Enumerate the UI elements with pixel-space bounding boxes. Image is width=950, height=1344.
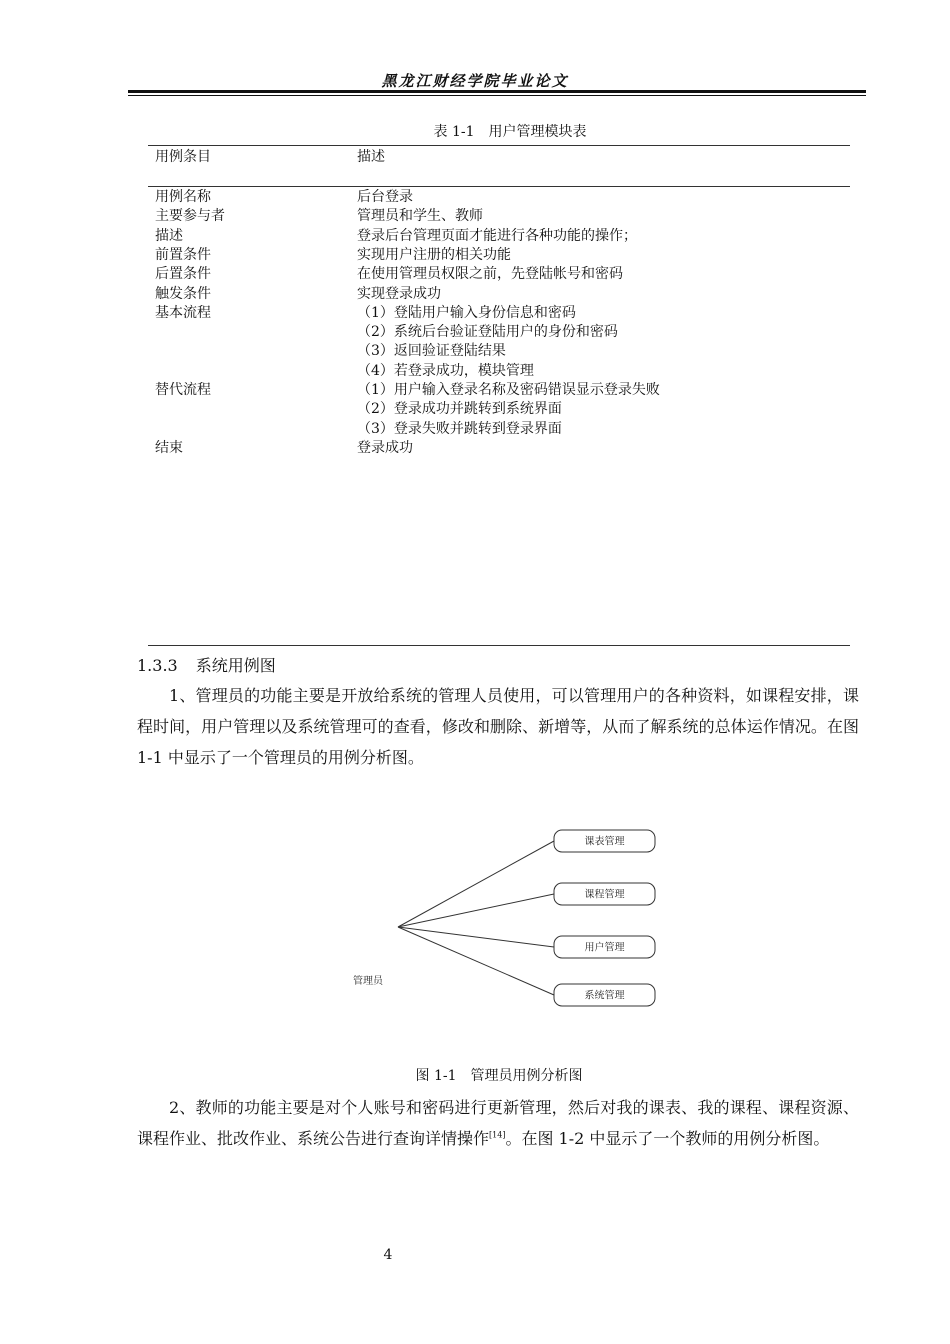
use-case-label: 课表管理 [584,836,625,848]
table-row-key: 结束 [155,439,183,456]
table-caption: 表 1-1 用户管理模块表 [433,124,587,140]
table-row-value: 后台登录 [357,189,413,205]
paragraph-1 [137,680,859,773]
table-row-value: 管理员和学生、教师 [357,208,483,225]
header-rule-thick [128,90,866,93]
table-row-value: 在使用管理员权限之前，先登陆帐号和密码 [357,266,623,283]
table-top-rule [148,145,850,146]
table-row-key: 替代流程 [155,382,211,398]
use-case-label: 课程管理 [584,889,625,901]
table-row-value: 登录成功 [357,439,413,456]
page-number: 4 [383,1247,393,1263]
paragraph-1-text: 1、管理员的功能主要是开放给系统的管理人员使用，可以管理用户的各种资料，如课程安排，课程时间，用户管理以及系统管理可的查看，修改和删除、新增等，从而了解系统的总体运作情况。在图 1-1 中显示了一个管理员的用例分析图。 [137,686,859,767]
table-bottom-rule [148,645,850,646]
section-number: 1.3.3 [137,656,178,675]
actor-label: 管理员 [353,976,383,987]
paragraph-2 [137,1092,859,1154]
table-row-value: （3）返回验证登陆结果 [357,343,506,360]
table-row-key: 描述 [155,227,183,244]
header-rule-thin [128,95,866,96]
table-row-key: 后置条件 [155,266,211,283]
table-row-value: （3）登录失败并跳转到登录界面 [357,420,562,437]
table-row-value: （2）登录成功并跳转到系统界面 [357,401,562,418]
table-row-key: 触发条件 [155,285,211,302]
table-row-value: 实现登录成功 [357,285,441,302]
table-row-value: （1）用户输入登录名称及密码错误显示登录失败 [357,382,660,398]
figure-caption: 图 1-1 管理员用例分析图 [415,1068,583,1084]
table-row-key: 基本流程 [155,304,211,321]
table-row-value: 登录后台管理页面才能进行各种功能的操作； [357,227,637,244]
association-line [398,841,554,927]
use-case-label: 用户管理 [584,942,625,954]
table-header-col1: 用例条目 [155,149,211,165]
table-row-key: 主要参与者 [155,208,225,225]
table-row-value: （2）系统后台验证登陆用户的身份和密码 [357,324,618,341]
table-row-value: （4）若登录成功，模块管理 [357,362,534,379]
paragraph-2-text: 2、教师的功能主要是对个人账号和密码进行更新管理，然后对我的课表、我的课程、课程资源、课程作业、批改作业、系统公告进行查询详情操作 [137,1098,859,1148]
header-title: 黑龙江财经学院毕业论文 [381,72,569,90]
table-header-col2: 描述 [357,149,385,165]
section-title: 系统用例图 [195,656,276,675]
table-row-key: 用例名称 [155,189,211,205]
association-line [398,894,554,927]
citation-marker: [14] [489,1130,506,1140]
table-row-value: （1）登陆用户输入身份信息和密码 [357,304,576,321]
table-header-rule [148,186,850,187]
use-case-diagram [330,815,670,1020]
paragraph-2-tail: 。在图 1-2 中显示了一个教师的用例分析图。 [505,1129,830,1148]
table-row-key: 前置条件 [155,246,211,263]
use-case-label: 系统管理 [584,990,625,1002]
table-row-value: 实现用户注册的相关功能 [357,246,511,263]
section-heading [137,653,276,676]
